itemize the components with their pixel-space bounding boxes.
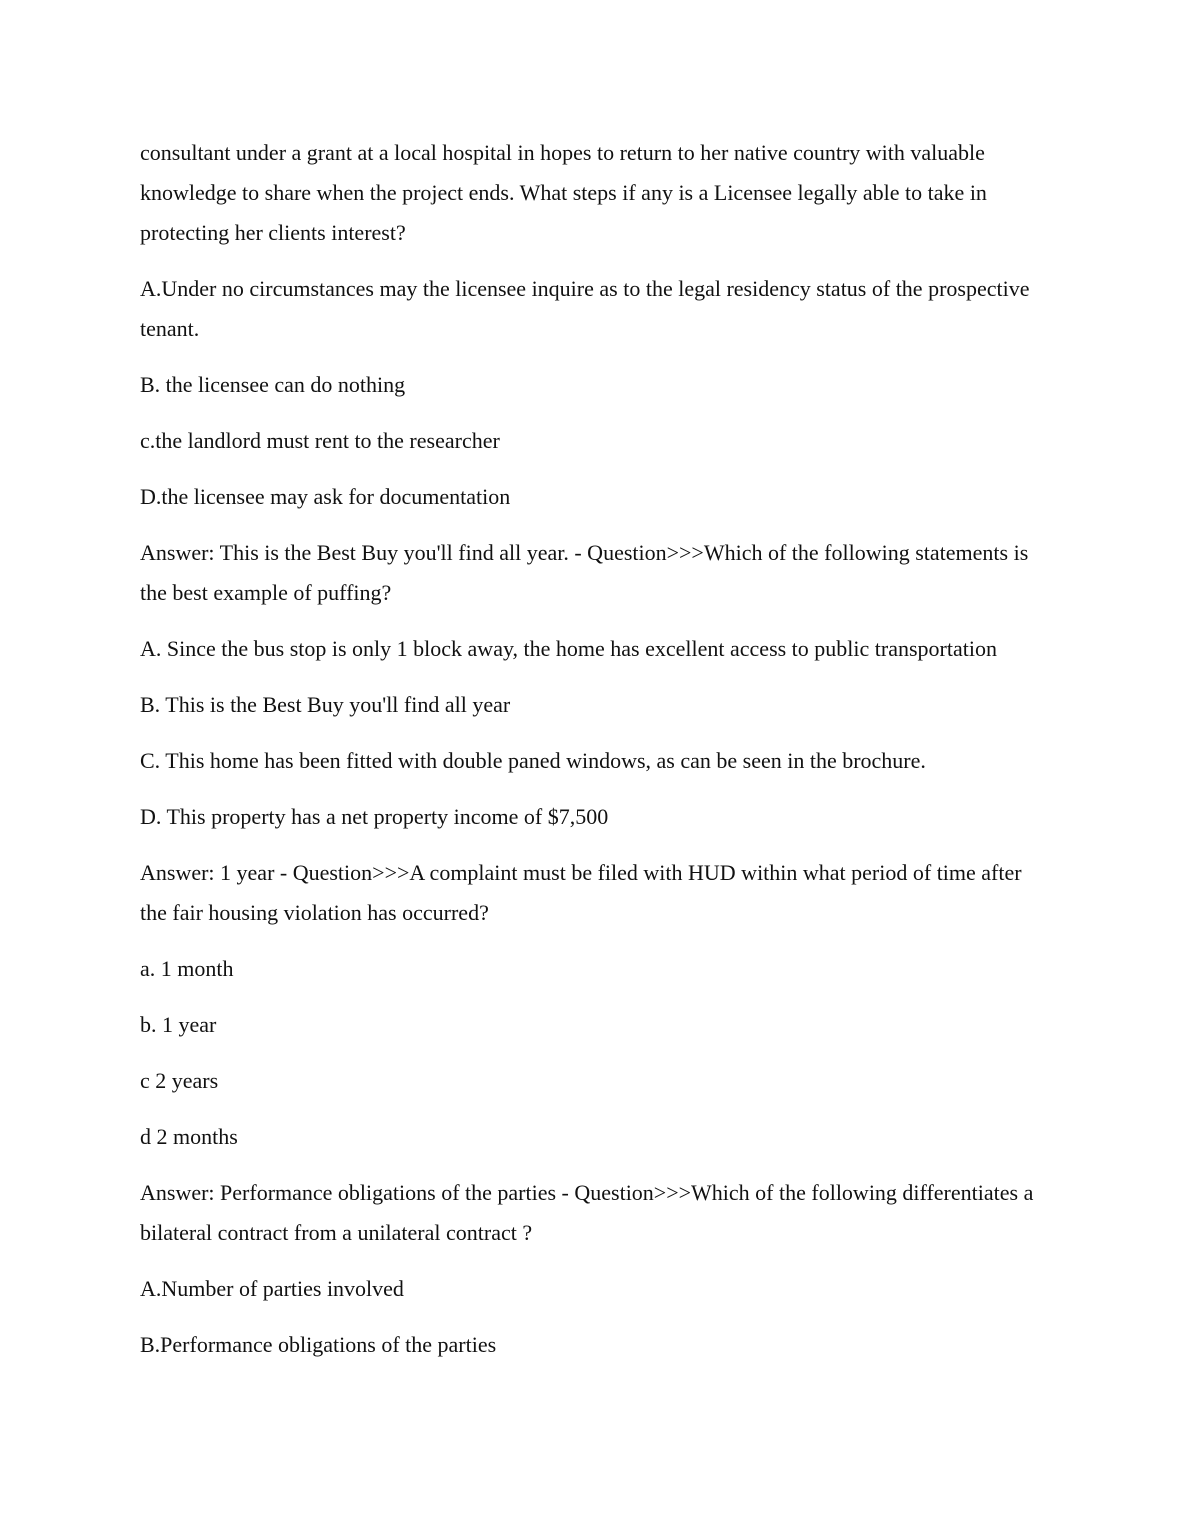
question-text-continued: consultant under a grant at a local hospital in hopes to return to her native country with valuable knowledge to share when the project ends. What steps if any is a Licensee legally able to take in protecting her clients interest?	[140, 140, 987, 245]
option-b: b. 1 year	[140, 1012, 217, 1037]
answer-question: Answer: Performance obligations of the parties - Question>>>Which of the following differentiates a bilateral contract from a unilateral contract ?	[140, 1180, 1034, 1245]
option-b: B.Performance obligations of the parties	[140, 1332, 497, 1357]
document-page	[140, 133, 1050, 1381]
option-d: D. This property has a net property income of $7,500	[140, 804, 609, 829]
option-d: D.the licensee may ask for documentation	[140, 484, 511, 509]
option-a: A.Under no circumstances may the licensee inquire as to the legal residency status of the prospective tenant.	[140, 276, 1030, 341]
option-c: c.the landlord must rent to the researcher	[140, 428, 500, 453]
option-c: C. This home has been fitted with double paned windows, as can be seen in the brochure.	[140, 748, 926, 773]
option-a: A. Since the bus stop is only 1 block away, the home has excellent access to public transportation	[140, 636, 997, 661]
option-b: B. the licensee can do nothing	[140, 372, 406, 397]
option-c: c 2 years	[140, 1068, 219, 1093]
option-a: A.Number of parties involved	[140, 1276, 404, 1301]
option-d: d 2 months	[140, 1124, 238, 1149]
option-b: B. This is the Best Buy you'll find all year	[140, 692, 511, 717]
answer-question: Answer: This is the Best Buy you'll find all year. - Question>>>Which of the following statements is the best example of puffing?	[140, 540, 1029, 605]
option-a: a. 1 month	[140, 956, 234, 981]
answer-question: Answer: 1 year - Question>>>A complaint must be filed with HUD within what period of time after the fair housing violation has occurred?	[140, 860, 1022, 925]
